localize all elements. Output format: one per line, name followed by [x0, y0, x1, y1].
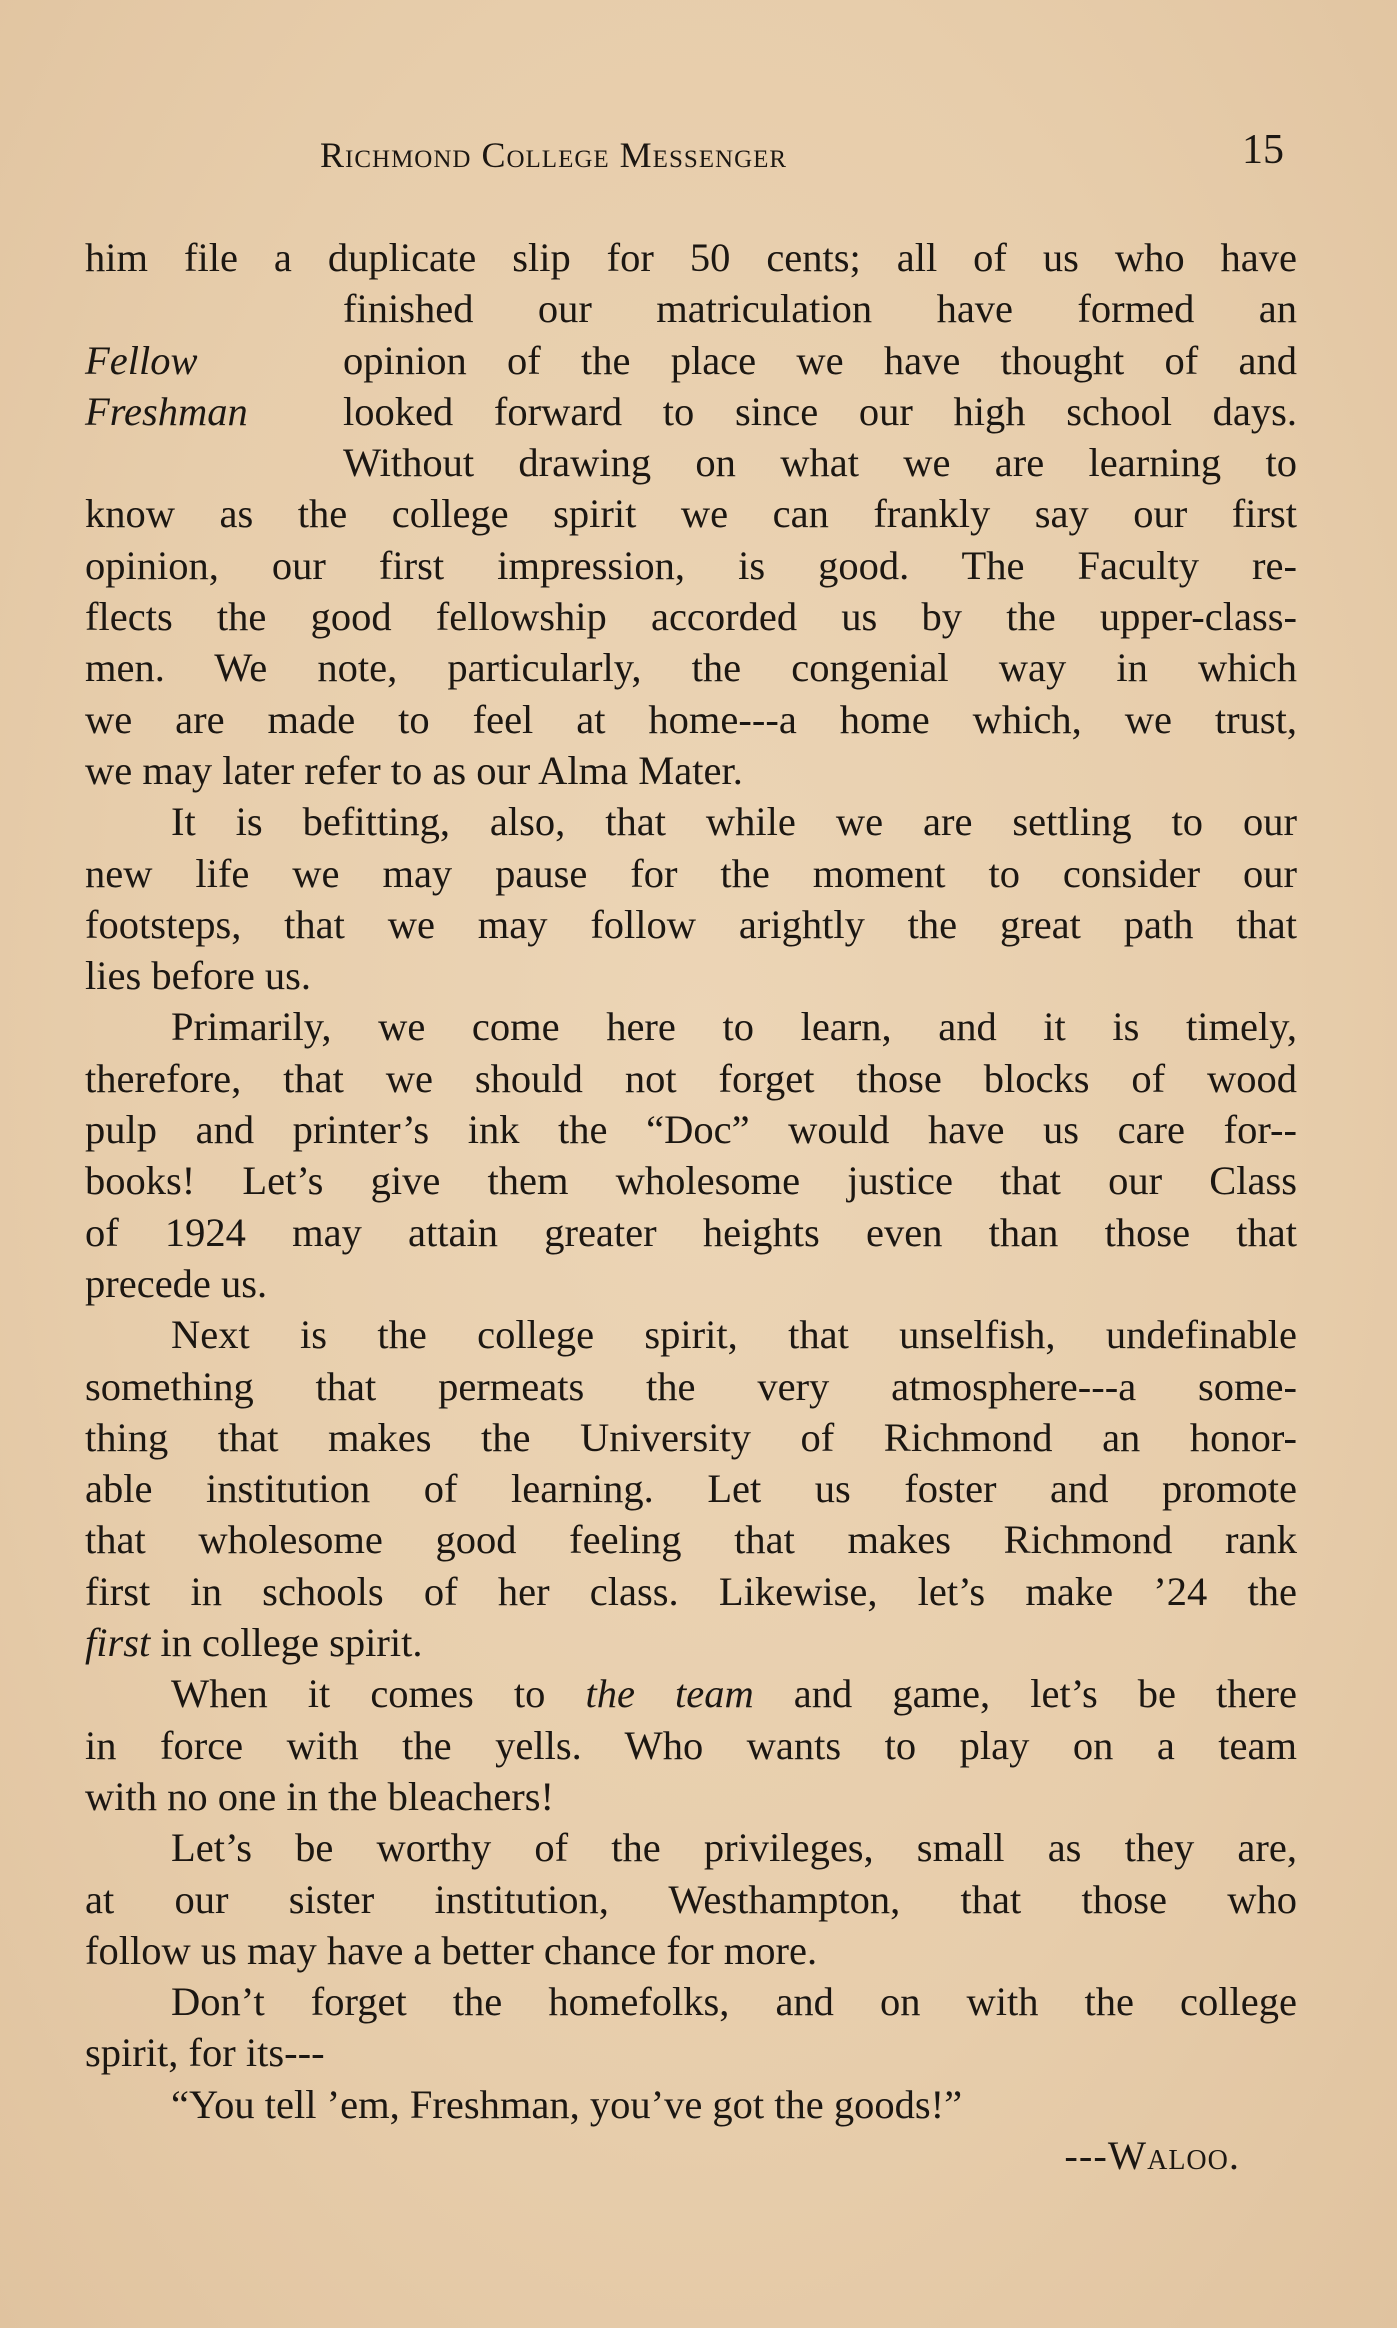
- text-line: Next is the college spirit, that unselfish, undefinable: [171, 1312, 1297, 1358]
- text-line: opinion of the place we have thought of and: [343, 337, 1297, 383]
- emphasis: the team: [585, 1671, 754, 1717]
- text-line: books! Let’s give them wholesome justice that our Class: [85, 1158, 1297, 1204]
- text-line: men. We note, particularly, the congenial way in which: [85, 645, 1297, 691]
- text-line: therefore, that we should not forget those blocks of wood: [85, 1055, 1297, 1101]
- text-line: with no one in the bleachers!: [85, 1773, 554, 1819]
- text-line: looked forward to since our high school days.: [343, 388, 1297, 434]
- text-line: we may later refer to as our Alma Mater.: [85, 747, 743, 793]
- text-line: first in schools of her class. Likewise, let’s make ’24 the: [85, 1568, 1297, 1614]
- text-line: It is befitting, also, that while we are settling to our: [171, 799, 1297, 845]
- text-line: something that permeats the very atmosphere---a some-: [85, 1363, 1297, 1409]
- text-line: follow us may have a better chance for more.: [85, 1927, 818, 1973]
- text-line: first in college spirit.: [85, 1620, 423, 1666]
- text-line: pulp and printer’s ink the “Doc” would have us care for--: [85, 1107, 1297, 1153]
- text-line: spirit, for its---: [85, 2030, 325, 2076]
- marginal-heading-line2: Freshman: [85, 388, 248, 434]
- emphasis: first: [85, 1620, 151, 1666]
- text-line: lies before us.: [85, 953, 312, 999]
- text-line: that wholesome good feeling that makes Richmond rank: [85, 1517, 1297, 1563]
- text-line: finished our matriculation have formed an: [343, 286, 1297, 332]
- text-line: him file a duplicate slip for 50 cents; all of us who have: [85, 235, 1297, 280]
- text-line: precede us.: [85, 1260, 268, 1306]
- text-line: Without drawing on what we are learning to: [343, 440, 1297, 486]
- text-line: able institution of learning. Let us foster and promote: [85, 1466, 1297, 1512]
- marginal-block: [85, 283, 1297, 488]
- text-line: flects the good fellowship accorded us by the upper-class-: [85, 594, 1297, 640]
- text-line: Let’s be worthy of the privileges, small as they are,: [171, 1825, 1297, 1871]
- text-line: footsteps, that we may follow arightly the great path that: [85, 901, 1297, 947]
- running-title: Richmond College Messenger: [320, 135, 788, 175]
- marginal-heading-line1: Fellow: [85, 337, 198, 383]
- text-line: Primarily, we come here to learn, and it is timely,: [171, 1004, 1297, 1050]
- text-line: at our sister institution, Westhampton, that those who: [85, 1876, 1297, 1922]
- text-line: in force with the yells. Who wants to play on a team: [85, 1722, 1297, 1768]
- text-line: When it comes to the team and game, let’s be there: [171, 1671, 1297, 1717]
- author-signature: ---Waloo.: [1064, 2132, 1240, 2178]
- text-line: new life we may pause for the moment to consider our: [85, 850, 1297, 896]
- text-line: Don’t forget the homefolks, and on with the college: [171, 1979, 1297, 2025]
- closing-quote: “You tell ’em, Freshman, you’ve got the goods!”: [171, 2081, 963, 2127]
- text-line: know as the college spirit we can frankly say our first: [85, 491, 1297, 537]
- article-body: [85, 232, 1297, 2181]
- text-line: opinion, our first impression, is good. The Faculty re-: [85, 542, 1297, 588]
- page-number: 15: [1242, 127, 1284, 173]
- text-line: thing that makes the University of Richmond an honor-: [85, 1414, 1297, 1460]
- page-header: [0, 126, 1397, 186]
- text-line: of 1924 may attain greater heights even than those that: [85, 1209, 1297, 1255]
- text-line: we are made to feel at home---a home which, we trust,: [85, 696, 1297, 742]
